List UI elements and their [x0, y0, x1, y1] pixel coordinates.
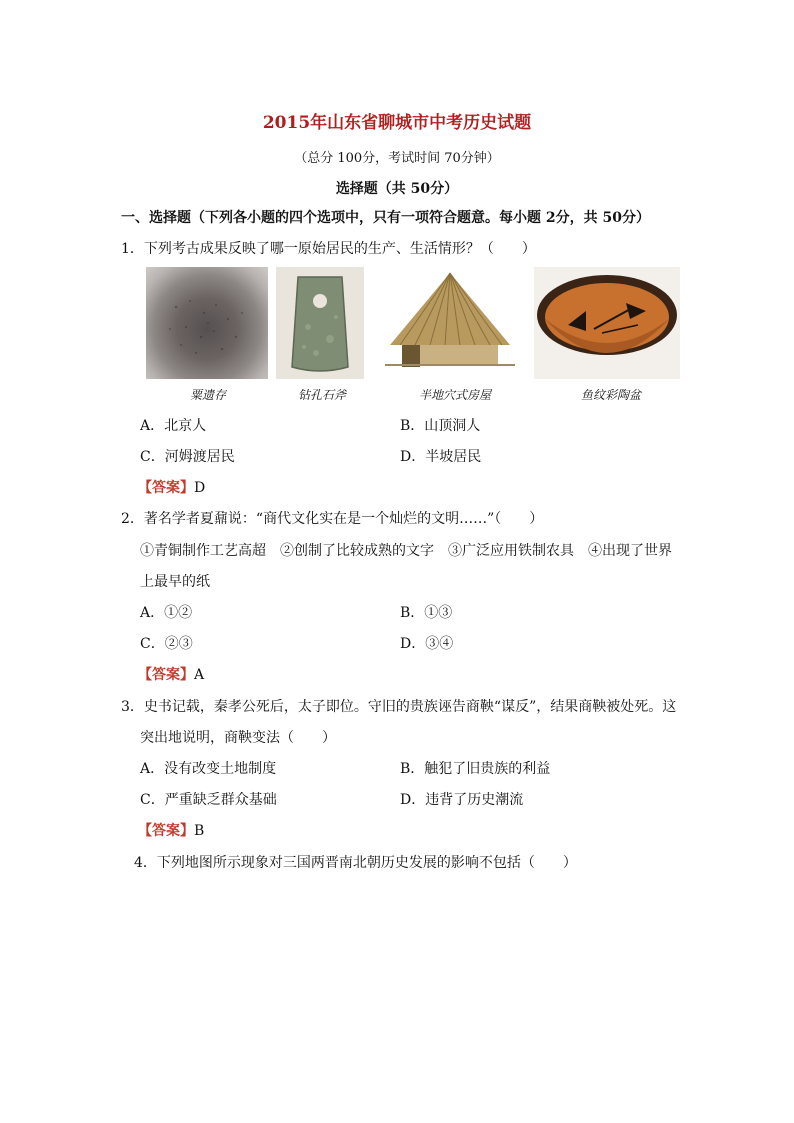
q3-option-d: D．违背了历史潮流: [400, 792, 524, 808]
q1-option-d: D．半坡居民: [400, 449, 482, 465]
answer-tag: 【答案】: [138, 667, 194, 683]
answer-tag: 【答案】: [138, 480, 194, 496]
q3-option-c: C．严重缺乏群众基础: [140, 792, 277, 808]
figure-caption-house: 半地穴式房屋: [418, 388, 491, 402]
question-3-stem-line1: 3．史书记载，秦孝公死后，太子即位。守旧的贵族诬告商鞅“谋反”，结果商鞅被处死。这: [121, 699, 677, 715]
q1-option-b: B．山顶洞人: [400, 418, 481, 434]
page-title: 2015年山东省聊城市中考历史试题: [262, 113, 532, 133]
answer-value: B: [194, 823, 205, 839]
q1-option-a: A．北京人: [140, 418, 207, 434]
figure-caption-axe: 钻孔石斧: [297, 388, 346, 402]
q3-answer: [138, 820, 204, 840]
q2-option-c: C．②③: [140, 636, 193, 652]
answer-value: A: [194, 667, 205, 683]
fish-pattern-painted-pottery-basin-photo: [534, 267, 680, 379]
q2-statements-line1: ①青铜制作工艺高超 ②创制了比较成熟的文字 ③广泛应用铁制农具 ④出现了世界: [140, 543, 672, 559]
bored-stone-axe-photo: [276, 267, 364, 379]
question-3-stem-line2: 突出地说明，商鞅变法（ ）: [140, 730, 336, 746]
part-heading: 一、选择题（下列各小题的四个选项中，只有一项符合题意。每小题 2分，共 50分）: [121, 210, 650, 226]
exam-info: （总分 100分，考试时间 70分钟）: [294, 151, 500, 166]
q3-option-a: A．没有改变土地制度: [140, 761, 277, 777]
question-2-stem: 2．著名学者夏鼐说：“商代文化实在是一个灿烂的文明……”（ ）: [121, 511, 544, 527]
q1-option-c: C．河姆渡居民: [140, 449, 235, 465]
q3-option-b: B．触犯了旧贵族的利益: [400, 761, 551, 777]
q2-option-a: A．①②: [140, 605, 193, 621]
answer-tag: 【答案】: [138, 823, 194, 839]
figure-caption-millet: 粟遗存: [189, 388, 226, 402]
q2-statements-line2: 上最早的纸: [140, 574, 210, 590]
millet-remains-photo: [146, 267, 268, 379]
figure-caption-basin: 鱼纹彩陶盆: [580, 388, 641, 402]
question-4-stem: 4．下列地图所示现象对三国两晋南北朝历史发展的影响不包括（ ）: [134, 855, 577, 871]
section-title: 选择题（共 50分）: [335, 181, 459, 197]
q2-option-b: B．①③: [400, 605, 453, 621]
q2-answer: [138, 664, 204, 684]
semi-subterranean-house-photo: [380, 267, 520, 379]
question-1-stem: 1．下列考古成果反映了哪一原始居民的生产、生活情形？（ ）: [121, 241, 536, 257]
q2-option-d: D．③④: [400, 636, 454, 652]
answer-value: D: [194, 480, 206, 496]
q1-answer: [138, 477, 205, 497]
